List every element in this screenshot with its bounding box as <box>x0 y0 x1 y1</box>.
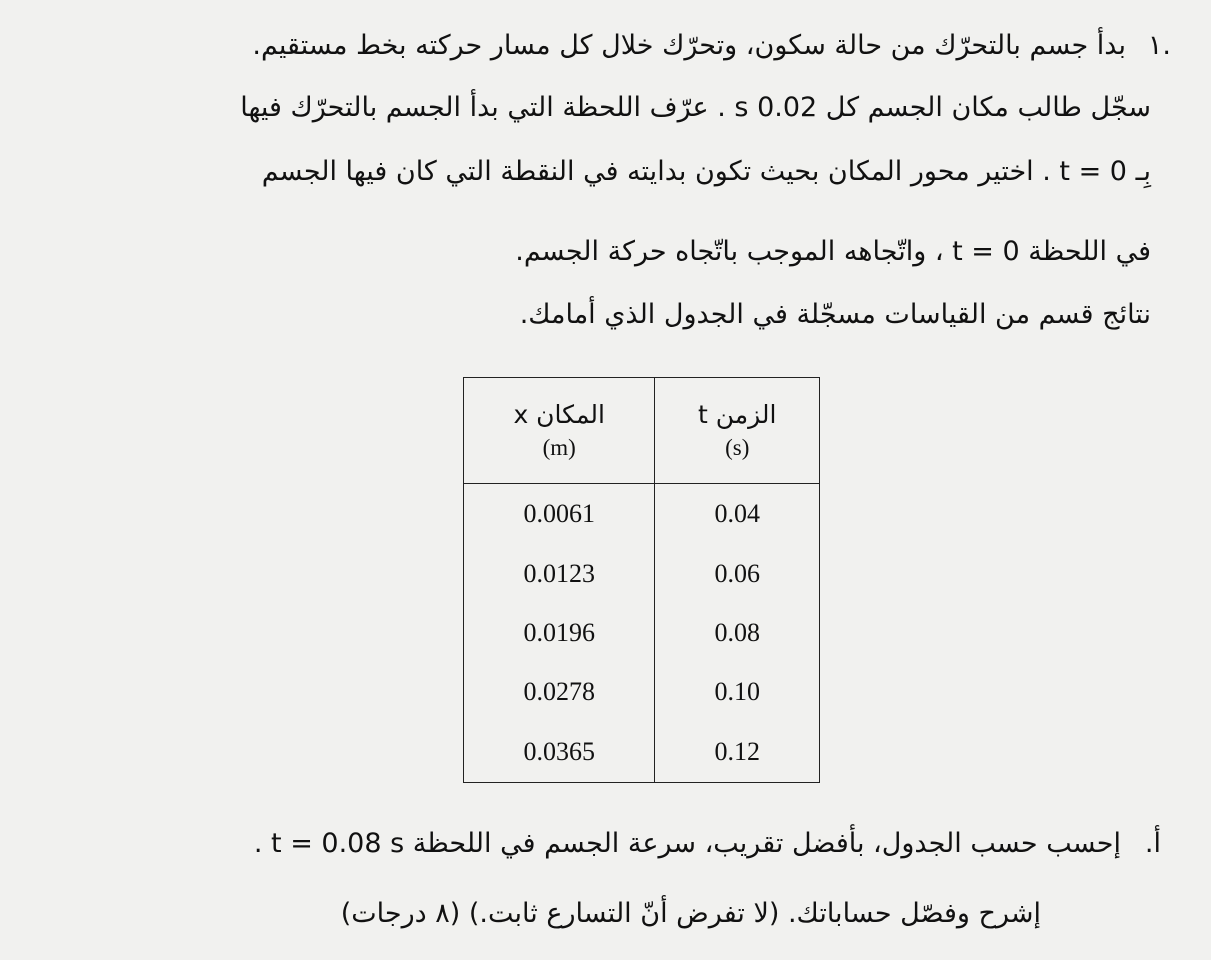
cell-position: 0.0061 <box>464 484 655 544</box>
cell-time: 0.10 <box>655 663 820 722</box>
table-row <box>464 603 820 662</box>
cell-time: 0.08 <box>655 603 820 662</box>
header-position-label: المكان x <box>513 400 605 429</box>
table-row <box>464 722 820 782</box>
cell-time: 0.04 <box>655 484 820 544</box>
question-line-3: بِـ t = 0 . اختير محور المكان بحيث تكون بدايته في النقطة التي كان فيها الجسم <box>261 156 1151 187</box>
cell-position: 0.0196 <box>464 603 655 662</box>
cell-time: 0.06 <box>655 544 820 603</box>
cell-position: 0.0278 <box>464 663 655 722</box>
table-row <box>464 544 820 603</box>
part-a-line-2: إشرح وفصّل حساباتك. (لا تفرض أنّ التسارع ثابت.) (٨ درجات) <box>340 898 1041 929</box>
question-number: ١. <box>1147 30 1171 61</box>
header-time-label: الزمن t <box>697 400 777 429</box>
header-time-unit: (s) <box>725 435 750 460</box>
question-line-2: سجّل طالب مكان الجسم كل 0.02 s . عرّف اللحظة التي بدأ الجسم بالتحرّك فيها <box>240 92 1151 123</box>
header-position-unit: (m) <box>542 435 576 460</box>
cell-position: 0.0365 <box>464 722 655 782</box>
question-line-5: نتائج قسم من القياسات مسجّلة في الجدول الذي أمامك. <box>519 299 1151 330</box>
table-row <box>464 663 820 722</box>
part-a-line-1: إحسب حسب الجدول، بأفضل تقريب، سرعة الجسم في اللحظة t = 0.08 s . <box>253 828 1121 859</box>
measurements-table <box>463 377 820 783</box>
header-position <box>464 378 655 484</box>
header-time <box>655 378 820 484</box>
question-line-4: في اللحظة t = 0 ، واتّجاهه الموجب باتّجاه حركة الجسم. <box>515 236 1151 267</box>
question-line-1: بدأ جسم بالتحرّك من حالة سكون، وتحرّك خلال كل مسار حركته بخط مستقيم. <box>252 30 1126 61</box>
cell-position: 0.0123 <box>464 544 655 603</box>
cell-time: 0.12 <box>655 722 820 782</box>
table-row <box>464 484 820 544</box>
part-a-label: أ. <box>1144 828 1161 859</box>
